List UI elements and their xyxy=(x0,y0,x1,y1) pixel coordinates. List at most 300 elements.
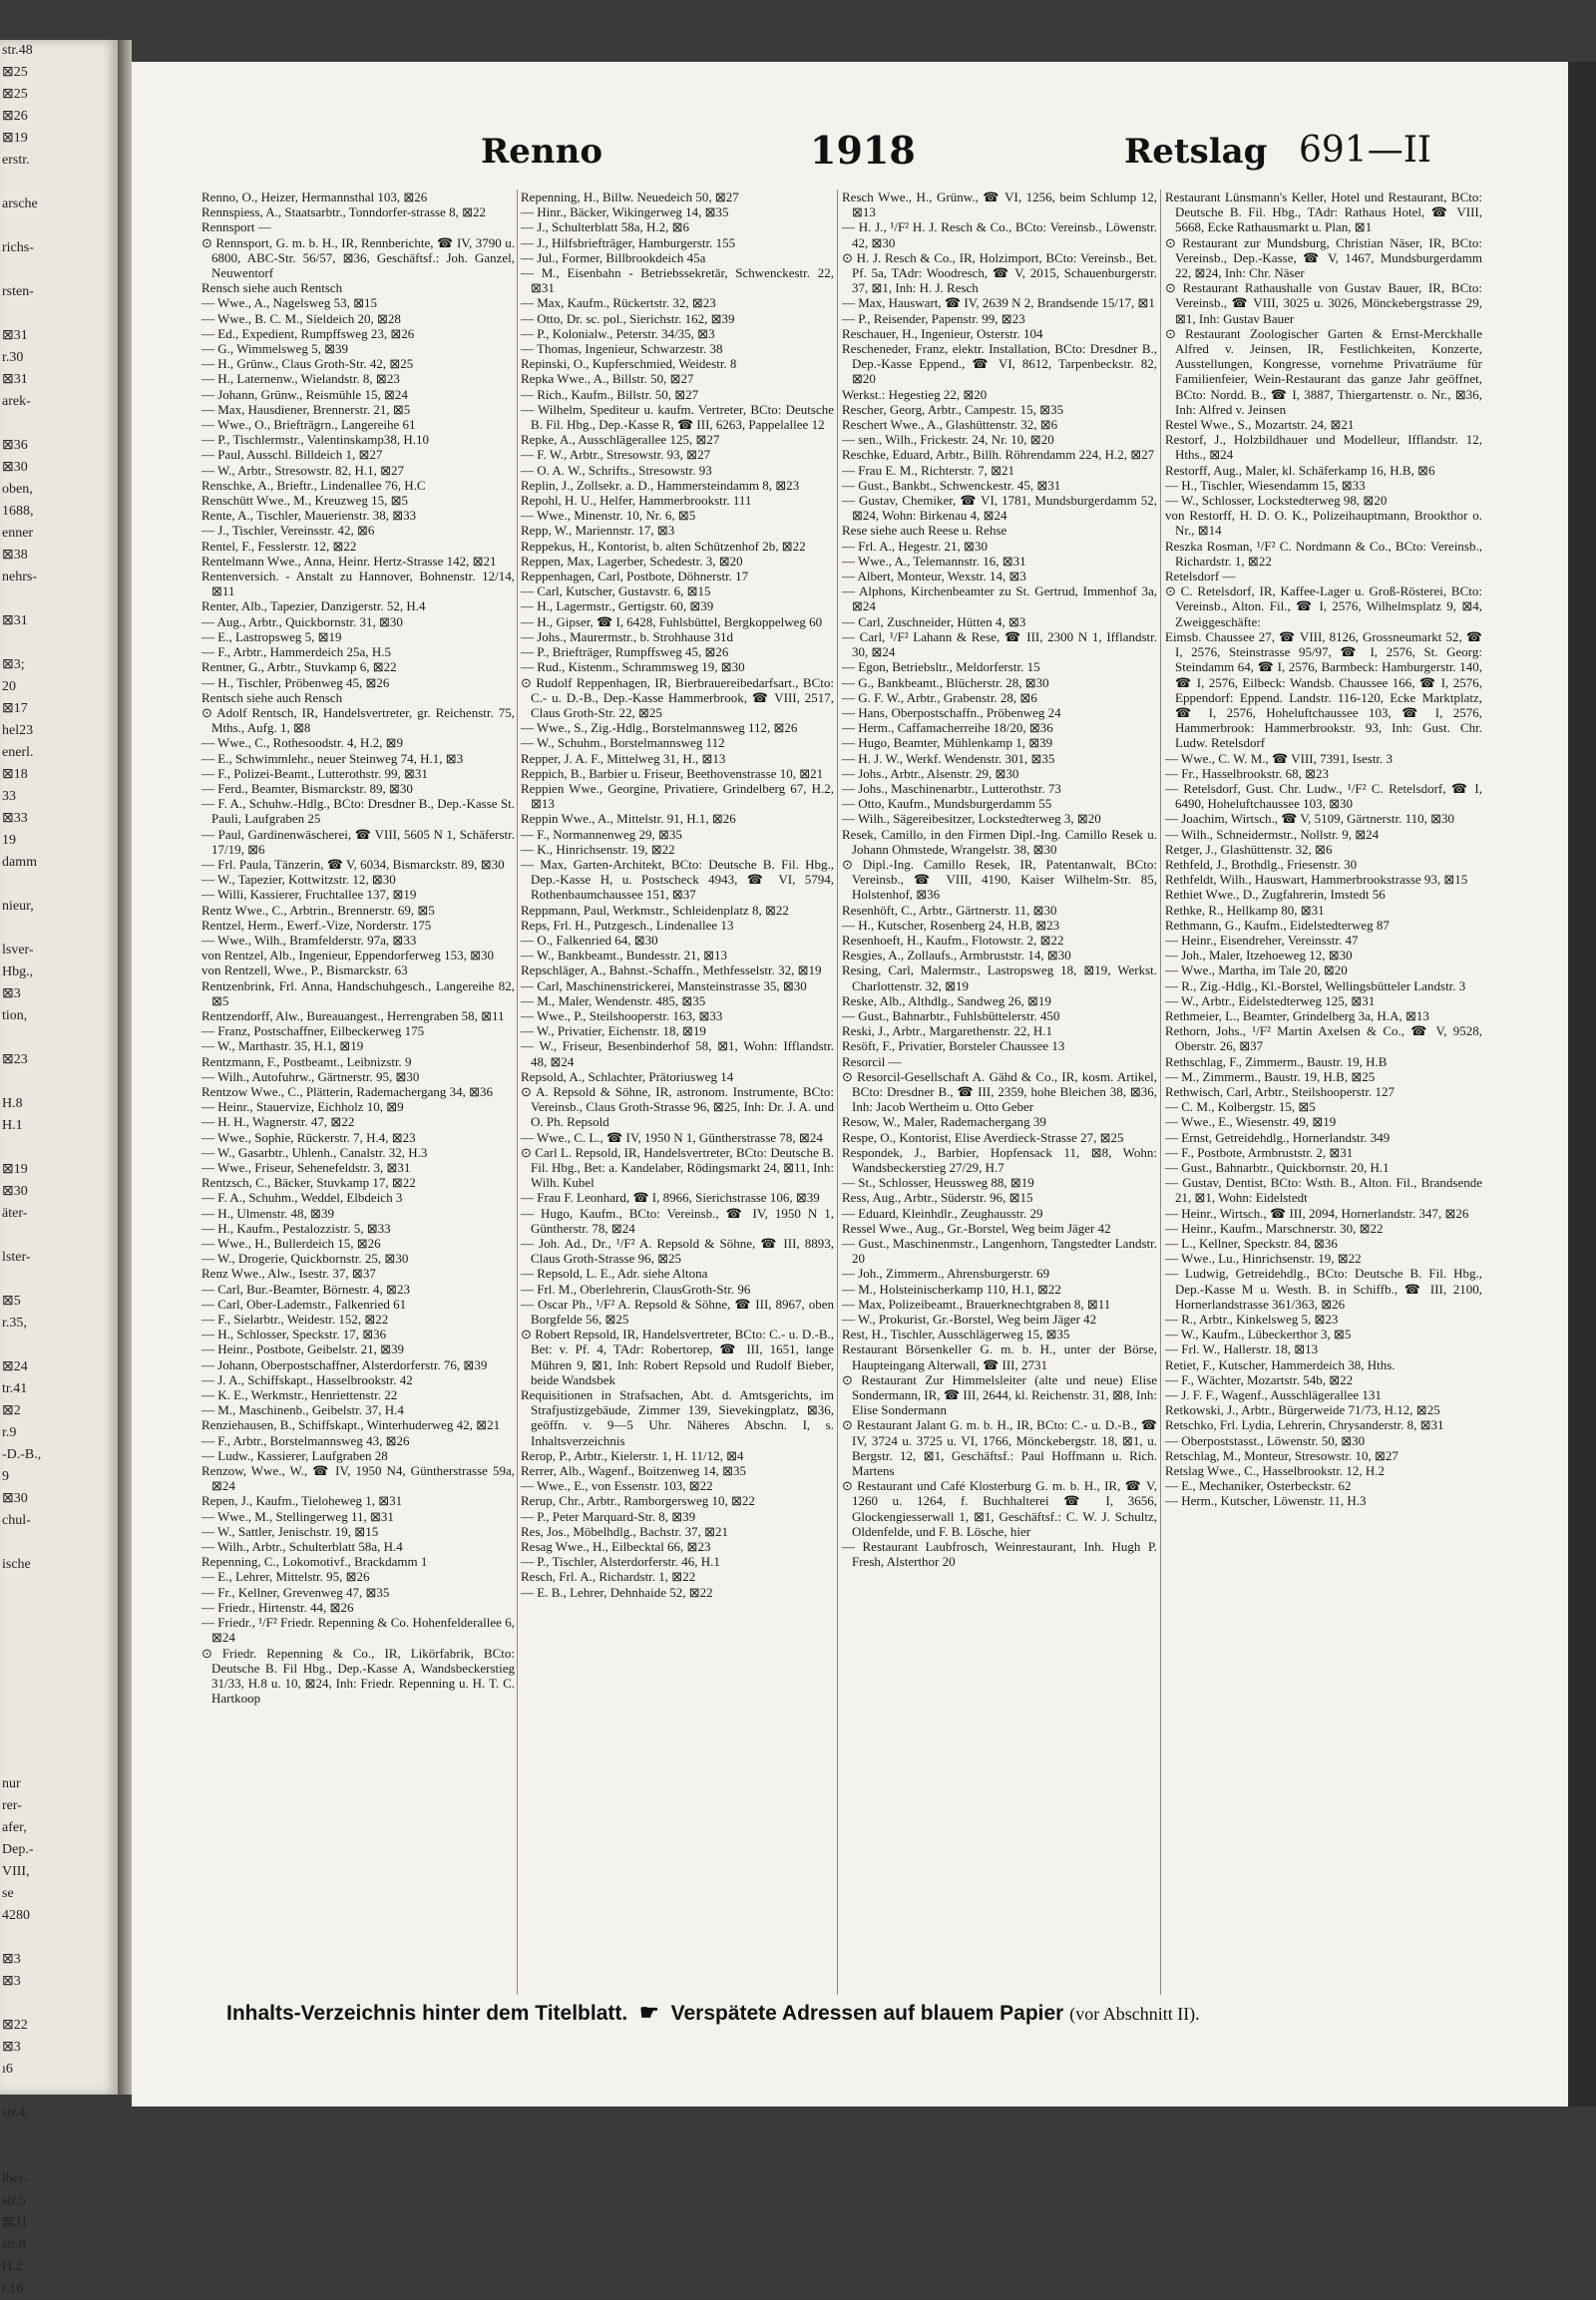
prev-page-fragment: VIII, xyxy=(2,1864,30,1879)
directory-entry: Rethmann, G., Kaufm., Eidelstedterweg 87 xyxy=(1165,917,1390,933)
directory-entry: Retschlag, M., Monteur, Stresowstr. 10, ⊠27 xyxy=(1165,1447,1398,1463)
prev-page-fragment xyxy=(0,1225,118,1247)
directory-entry: — Friedr., Hirtenstr. 44, ⊠26 xyxy=(201,1599,354,1615)
directory-entry: — F., Polizei-Beamt., Lutterothstr. 99, ⊠31 xyxy=(201,765,428,781)
directory-entry: — M., Zimmerm., Baustr. 19, H.B, ⊠25 xyxy=(1165,1068,1376,1084)
directory-entry: Rentsch siehe auch Rensch xyxy=(201,689,343,705)
prev-page-fragment: ⊠26 xyxy=(2,109,28,124)
directory-entry: — L., Kellner, Speckstr. 84, ⊠36 xyxy=(1165,1236,1338,1252)
prev-page-fragment: ⊠30 xyxy=(2,460,28,475)
directory-entry: Rentzsch, C., Bäcker, Stuvkamp 17, ⊠22 xyxy=(201,1175,416,1191)
directory-entry: Restorf, J., Holzbildhauer und Modelleur, Ifflandstr. 12, Hths., ⊠24 xyxy=(1165,432,1482,463)
directory-entry: — Aug., Arbtr., Quickbornstr. 31, ⊠30 xyxy=(201,613,403,629)
directory-entry: Repp, W., Mariennstr. 17, ⊠3 xyxy=(521,523,675,539)
directory-entry: — E., Lastropsweg 5, ⊠19 xyxy=(201,628,342,644)
prev-page-fragment xyxy=(0,1927,118,1949)
directory-entry: — Wwe., S., Zig.-Hdlg., Borstelmannsweg 112, ⊠26 xyxy=(521,720,798,736)
directory-entry: — Frau F. Leonhard, ☎ I, 8966, Sierichstrasse 106, ⊠39 xyxy=(521,1190,820,1206)
directory-entry: — H., Gipser, ☎ I, 6428, Fuhlsbüttel, Bergkoppelweg 60 xyxy=(521,613,823,629)
directory-entry: — Ernst, Getreidehdlg., Hornerlandstr. 349 xyxy=(1165,1129,1391,1145)
prev-page-fragment: H.1 xyxy=(2,1118,23,1133)
directory-entry: Resorcil — xyxy=(842,1053,902,1069)
prev-page-fragment: äter- xyxy=(2,1206,28,1221)
prev-page-fragment: 9 xyxy=(2,1469,9,1484)
directory-entry: Rentel, F., Fesslerstr. 12, ⊠22 xyxy=(201,538,357,554)
directory-entry: — Gust., Bahnarbtr., Fuhlsbüttelerstr. 450 xyxy=(842,1007,1060,1023)
book-gutter xyxy=(118,40,132,2095)
directory-entry: Respondek, J., Barbier, Hopfensack 11, ⊠8, Wohn: Wandsbeckerstieg 27/29, H.7 xyxy=(842,1144,1157,1175)
directory-entry: Reschke, Eduard, Arbtr., Billh. Röhrendamm 224, H.2, ⊠27 xyxy=(842,447,1155,463)
directory-entry: — H., Tischler, Wiesendamm 15, ⊠33 xyxy=(1165,477,1366,493)
prev-page-fragment: Hbg., xyxy=(2,964,34,979)
directory-entry: ⊙ C. Retelsdorf, IR, Kaffee-Lager u. Groß-Rösterei, BCto: Vereinsb., Alton. Fil., ☎ I, 2576, Wilhelmsplatz 9, ⊠4, Zweiggeschäfte: xyxy=(1165,583,1482,629)
column-rule xyxy=(517,190,518,1995)
prev-page-fragment xyxy=(0,1269,118,1291)
directory-entry: — H. J. W., Werkf. Wendenstr. 301, ⊠35 xyxy=(842,750,1055,766)
prev-page-fragment: nehrs- xyxy=(2,570,37,584)
prev-page-fragment xyxy=(0,1598,118,1620)
directory-entry: Rensch siehe auch Rentsch xyxy=(201,280,343,296)
column-rule xyxy=(1160,190,1161,1995)
directory-entry: — Wwe., Sophie, Rückerstr. 7, H.4, ⊠23 xyxy=(201,1129,416,1145)
directory-entry: — Gust., Maschinenmstr., Langenhorn, Tangstedter Landstr. 20 xyxy=(842,1236,1157,1267)
prev-page-fragment: arsche xyxy=(2,196,38,211)
directory-entry: — H., Ulmenstr. 48, ⊠39 xyxy=(201,1205,334,1221)
directory-entry: von Rentzell, Wwe., P., Bismarckstr. 63 xyxy=(201,962,408,978)
directory-entry: — Willi, Kassierer, Fruchtallee 137, ⊠19 xyxy=(201,887,417,903)
directory-entry: Rentelmann Wwe., Anna, Heinr. Hertz-Strasse 142, ⊠21 xyxy=(201,553,497,569)
directory-entry: Repinski, O., Kupferschmied, Weidestr. 8 xyxy=(521,356,737,372)
directory-entry: — G. F. W., Arbtr., Grabenstr. 28, ⊠6 xyxy=(842,689,1037,705)
directory-entry: — Fr., Kellner, Grevenweg 47, ⊠35 xyxy=(201,1584,390,1600)
directory-entry: ⊙ Rennsport, G. m. b. H., IR, Rennberichte, ☎ IV, 3790 u. 6800, ABC-Str. 56/57, ⊠36, Geschäftsf.: Joh. Ganzel, Neuwentorf xyxy=(201,234,515,281)
directory-entry: — Restaurant Laubfrosch, Weinrestaurant, Inh. Hugh P. Fresh, Alsterthor 20 xyxy=(842,1539,1157,1570)
directory-entry: — Friedr., ¹/F² Friedr. Repenning & Co. Hohenfelderallee 6, ⊠24 xyxy=(201,1615,515,1646)
directory-entry: Resenhöft, C., Arbtr., Gärtnerstr. 11, ⊠30 xyxy=(842,902,1057,918)
directory-entry: Resag Wwe., H., Eilbecktal 66, ⊠23 xyxy=(521,1539,711,1555)
directory-entry: Restel Wwe., S., Mozartstr. 24, ⊠21 xyxy=(1165,417,1355,433)
prev-page-fragment: str.4, xyxy=(2,2106,30,2120)
directory-entry: — Johann, Grünw., Reismühle 15, ⊠24 xyxy=(201,386,408,402)
directory-entry: Res, Jos., Möbelhdlg., Bachstr. 37, ⊠21 xyxy=(521,1523,729,1539)
prev-page-fragment: ⊠3 xyxy=(2,986,21,1001)
directory-entry: — Ludwig, Getreidehdlg., BCto: Deutsche B. Fil. Hbg., Dep.-Kasse M u. Westh. B. in Schiffb., ☎ III, 2100, Hornerlandstrasse 361/363, ⊠26 xyxy=(1165,1266,1482,1312)
footer-section-note: (vor Abschnitt II). xyxy=(1069,2004,1200,2024)
directory-entry: — J., Hilfsbriefträger, Hamburgerstr. 155 xyxy=(521,234,736,250)
prev-page-fragment: ⊠3; xyxy=(2,657,25,672)
directory-entry: Rest, H., Tischler, Ausschlägerweg 15, ⊠35 xyxy=(842,1327,1070,1342)
directory-entry: — W., Schuhm., Borstelmannsweg 112 xyxy=(521,735,725,751)
prev-page-fragment: -D.-B., xyxy=(2,1447,42,1462)
directory-entry: — Wilhelm, Spediteur u. kaufm. Vertreter, BCto: Deutsche B. Fil. Hbg., Dep.-Kasse R, ☎ III, 6263, Pappelallee 12 xyxy=(521,401,834,433)
directory-entry: Rentz Wwe., C., Arbtrin., Brennerstr. 69, ⊠5 xyxy=(201,902,435,918)
directory-entry: — R., Zig.-Hdlg., Kl.-Borstel, Wellingsbütteler Landstr. 3 xyxy=(1165,977,1466,993)
directory-entry: Resöft, F., Privatier, Borsteler Chaussee 13 xyxy=(842,1038,1065,1054)
directory-entry: — E., Schwimmlehr., neuer Steinweg 74, H.1, ⊠3 xyxy=(201,750,464,766)
header-year: 1918 xyxy=(810,128,916,173)
directory-entry: — F. A., Schuhm., Weddel, Elbdeich 3 xyxy=(201,1190,403,1206)
directory-entry: ⊙ Restaurant Zoologischer Garten & Ernst-Merckhalle Alfred v. Jeinsen, IR, Festlichkeiten, Konzerte, Ausstellungen, Kongresse, vornehme Privaträume für Familienfeier, Wein-Restaurant das ganze Jahr geöffnet, BCto: Nordd. B., ☎ I, 3887, Thiergartenstr. o. Nr., ⊠36, Inh: Alfred v. Jeinsen xyxy=(1165,325,1482,417)
directory-entry: — M., Eisenbahn - Betriebssekretär, Schwenckestr. 22, ⊠31 xyxy=(521,265,834,296)
directory-entry: — P., Peter Marquard-Str. 8, ⊠39 xyxy=(521,1508,696,1524)
directory-entry: — J., Schulterblatt 58a, H.2, ⊠6 xyxy=(521,219,690,235)
column-rule xyxy=(837,190,838,1995)
directory-entry: Repohl, H. U., Helfer, Hammerbrookstr. 111 xyxy=(521,493,752,509)
page-edge-shadow xyxy=(1568,62,1596,2107)
directory-entry: — Wwe., O., Briefträgrn., Langereihe 61 xyxy=(201,417,416,433)
directory-entry: — Carl, Maschinenstrickerei, Mansteinstrasse 35, ⊠30 xyxy=(521,977,807,993)
directory-entry: Retger, J., Glashüttenstr. 32, ⊠6 xyxy=(1165,841,1333,857)
directory-entry: von Restorff, H. D. O. K., Polizeihauptmann, Brookthor o. Nr., ⊠14 xyxy=(1165,508,1482,539)
directory-entry: Rethorn, Johs., ¹/F² Martin Axelsen & Co., ☎ V, 9528, Oberstr. 26, ⊠37 xyxy=(1165,1023,1482,1054)
directory-entry: Rentzenbrink, Frl. Anna, Handschuhgesch., Langereihe 82, ⊠5 xyxy=(201,977,515,1008)
directory-entry: — W., Kaufm., Lübeckerthor 3, ⊠5 xyxy=(1165,1327,1352,1342)
directory-entry: Respe, O., Kontorist, Elise Averdieck-Strasse 27, ⊠25 xyxy=(842,1129,1124,1145)
prev-page-fragment: r.30 xyxy=(2,350,24,365)
directory-entry: Repschläger, A., Bahnst.-Schaffn., Methfesselstr. 32, ⊠19 xyxy=(521,962,822,978)
directory-entry: Restaurant Lünsmann's Keller, Hotel und Restaurant, BCto: Deutsche B. Fil. Hbg., TAdr: Rathaus Hotel, ☎ VIII, 5668, Ecke Rathausmarkt u. Plan, ⊠1 xyxy=(1165,190,1482,235)
directory-entry: ⊙ Restaurant Rathaushalle von Gustav Bauer, IR, BCto: Vereinsb., ☎ VIII, 3025 u. 3026, Mönckebergstrasse 29, ⊠1, Inh: Gustav Bauer xyxy=(1165,280,1482,326)
directory-entry: — Otto, Kaufm., Mundsburgerdamm 55 xyxy=(842,796,1052,812)
prev-page-fragment: 19 xyxy=(2,833,16,848)
directory-entry: — Wwe., P., Steilshooperstr. 163, ⊠33 xyxy=(521,1007,723,1023)
prev-page-fragment xyxy=(0,1027,118,1049)
directory-entry: Reschauer, H., Ingenieur, Osterstr. 104 xyxy=(842,325,1043,341)
directory-entry: — Franz, Postschaffner, Eilbeckerweg 175 xyxy=(201,1023,425,1039)
directory-entry: — Frl. W., Hallerstr. 18, ⊠13 xyxy=(1165,1342,1319,1357)
directory-entry: Reschert Wwe., A., Glashüttenstr. 32, ⊠6 xyxy=(842,417,1058,433)
prev-page-fragment: ⊠3 xyxy=(2,1974,21,1989)
directory-entry: — Egon, Betriebsltr., Meldorferstr. 15 xyxy=(842,659,1040,675)
directory-entry: — Oberpoststasst., Löwenstr. 50, ⊠30 xyxy=(1165,1432,1366,1448)
directory-entry: — Hans, Oberpostschaffn., Pröbenweg 24 xyxy=(842,704,1061,720)
directory-entry: — Thomas, Ingenieur, Schwarzestr. 38 xyxy=(521,341,723,357)
directory-entry: — Frau E. M., Richterstr. 7, ⊠21 xyxy=(842,462,1015,478)
directory-entry: — H., Schlosser, Speckstr. 17, ⊠36 xyxy=(201,1327,387,1342)
directory-entry: Repka Wwe., A., Billstr. 50, ⊠27 xyxy=(521,371,694,387)
prev-page-fragment: ⊠24 xyxy=(2,1359,28,1374)
prev-page-fragment xyxy=(0,2146,118,2168)
directory-entry: — J. F. F., Wagenf., Ausschlägerallee 131 xyxy=(1165,1387,1382,1403)
prev-page-fragment: str.48 xyxy=(2,43,33,58)
directory-entry: Rentzendorff, Alw., Bureauangest., Herrengraben 58, ⊠11 xyxy=(201,1007,505,1023)
directory-entry: — W., Arbtr., Eidelstedterweg 125, ⊠31 xyxy=(1165,992,1376,1008)
directory-entry: — Heinr., Stauervize, Eichholz 10, ⊠9 xyxy=(201,1099,404,1115)
prev-page-fragment: 1688, xyxy=(2,504,34,519)
directory-entry: ⊙ Rudolf Reppenhagen, IR, Bierbrauereibedarfsart., BCto: C.- u. D.-B., Dep.-Kasse Hammerbrook, ☎ VIII, 2517, Claus Groth-Str. 22, ⊠25 xyxy=(521,674,834,720)
directory-entry: Rentner, G., Arbtr., Stuvkamp 6, ⊠22 xyxy=(201,659,397,675)
column-1 xyxy=(201,190,515,1995)
directory-entry: — Johs., Maurermstr., b. Strohhause 31d xyxy=(521,628,734,644)
directory-entry: ⊙ Friedr. Repenning & Co., IR, Likörfabrik, BCto: Deutsche B. Fil Hbg., Dep.-Kasse A, Wandsbeckerstieg 31/33, H.8 u. 10, ⊠24, Inh: Friedr. Repenning u. H. T. C. Hartkoop xyxy=(201,1645,515,1707)
directory-entry: Rennspiess, A., Staatsarbtr., Tonndorfer-strasse 8, ⊠22 xyxy=(201,204,486,220)
directory-entry: Rentzow Wwe., C., Plätterin, Rademachergang 34, ⊠36 xyxy=(201,1083,494,1099)
prev-page-fragment xyxy=(0,303,118,325)
directory-entry: — Wwe., Minenstr. 10, Nr. 6, ⊠5 xyxy=(521,508,696,524)
directory-entry: — J. A., Schiffskapt., Hasselbrookstr. 42 xyxy=(201,1371,413,1387)
directory-entry: — Gustav, Dentist, BCto: Wsth. B., Alton. Fil., Brandsende 21, ⊠1, Wohn: Eidelstedt xyxy=(1165,1175,1482,1206)
prev-page-fragment: ⊠5 xyxy=(2,1294,21,1309)
prev-page-fragment xyxy=(0,172,118,193)
directory-entry: — Herm., Caffamacherreihe 18/20, ⊠36 xyxy=(842,720,1053,736)
prev-page-fragment: ⊠18 xyxy=(2,767,28,782)
directory-entry: Rescheneder, Franz, elektr. Installation, BCto: Dresdner B., Dep.-Kasse Eppend., ☎ VI, 8612, Tarpenbeckstr. 82, ⊠20 xyxy=(842,341,1157,387)
directory-entry: — Albert, Monteur, Wexstr. 14, ⊠3 xyxy=(842,569,1026,584)
prev-page-fragment: lber- xyxy=(2,2171,29,2186)
directory-entry: — W., Sattler, Jenischstr. 19, ⊠15 xyxy=(201,1523,379,1539)
directory-entry: — Joh., Maler, Itzehoeweg 12, ⊠30 xyxy=(1165,948,1353,963)
directory-entry: ⊙ A. Repsold & Söhne, IR, astronom. Instrumente, BCto: Vereinsb., Claus Groth-Strasse 96, ⊠25, Inh: Dr. J. A. und O. Ph. Repsold xyxy=(521,1083,834,1130)
directory-entry: Repen, J., Kaufm., Tieloheweg 1, ⊠31 xyxy=(201,1493,403,1509)
prev-page-fragment: ı6 xyxy=(2,2062,13,2077)
directory-entry: — F., Wächter, Mozartstr. 54b, ⊠22 xyxy=(1165,1371,1354,1387)
prev-page-fragment xyxy=(0,1729,118,1751)
prev-page-fragment: chul- xyxy=(2,1513,31,1528)
directory-entry: Rentzmann, F., Postbeamt., Leibnizstr. 9 xyxy=(201,1053,412,1069)
prev-page-fragment: ⊠23 xyxy=(2,1052,28,1067)
directory-entry: Restaurant Börsenkeller G. m. b. H., unter der Börse, Haupteingang Alterwall, ☎ III, 2731 xyxy=(842,1342,1157,1372)
directory-entry: — Eduard, Kleinhdlr., Zeughausstr. 29 xyxy=(842,1205,1043,1221)
prev-page-fragment xyxy=(0,1708,118,1729)
directory-entry: Resek, Camillo, in den Firmen Dipl.-Ing. Camillo Resek u. Johann Ohmstede, Wrangelstr. 38, ⊠30 xyxy=(842,826,1157,857)
directory-entry: Rethiet Wwe., D., Zugfahrerin, Imstedt 56 xyxy=(1165,887,1386,903)
prev-page-fragment: ⊠25 xyxy=(2,65,28,80)
directory-entry: ⊙ Restaurant zur Mundsburg, Christian Näser, IR, BCto: Vereinsb., Dep.-Kasse, ☎ V, 1467, Mundsburgerdamm 22, ⊠24, Inh: Chr. Näser xyxy=(1165,234,1482,281)
prev-page-fragment: se xyxy=(2,1886,14,1901)
directory-entry: — Herm., Kutscher, Löwenstr. 11, H.3 xyxy=(1165,1493,1367,1509)
directory-entry: Rethmeier, L., Beamter, Grindelberg 3a, H.A, ⊠13 xyxy=(1165,1007,1429,1023)
directory-entry: Resow, W., Maler, Rademachergang 39 xyxy=(842,1114,1046,1130)
directory-entry: — F. A., Schuhw.-Hdlg., BCto: Dresdner B., Dep.-Kasse St. Pauli, Laufgraben 25 xyxy=(201,796,515,827)
directory-entry: — Carl, Ober-Lademstr., Falkenried 61 xyxy=(201,1296,407,1312)
directory-entry: Ress, Aug., Arbtr., Süderstr. 96, ⊠15 xyxy=(842,1190,1033,1206)
directory-entry: von Rentzel, Alb., Ingenieur, Eppendorferweg 153, ⊠30 xyxy=(201,948,495,963)
directory-entry: — Wwe., Lu., Hinrichsenstr. 19, ⊠22 xyxy=(1165,1251,1362,1267)
directory-entry: — F., Arbtr., Borstelmannsweg 43, ⊠26 xyxy=(201,1432,410,1448)
prev-page-fragment: ⊠31 xyxy=(2,372,28,387)
directory-entry: Eimsb. Chaussee 27, ☎ VIII, 8126, Grossneumarkt 52, ☎ I, 2576, Steinstrasse 95/97, ☎ I, 2576, St. Georg: Steindamm 64, ☎ I, 2576, Barmbeck: Hamburgerstr. 140, ☎ I, 2576, Eilbeck: Wandsb. Chaussee 166, ☎ I, 2576, Eppendorf: Eppend. Landstr. 116-120, Ecke Marktplatz, ☎ I, 2576, Hoheluftchaussee 103, ☎ I, 2576, Hammerbrook: Hammerbrookstr. 93, Inh: Gust. Chr. Ludw. Retelsdorf xyxy=(1165,628,1482,751)
directory-entry: Renz Wwe., Alw., Isestr. 37, ⊠37 xyxy=(201,1266,376,1282)
prev-page-fragment: ⊠36 xyxy=(2,438,28,453)
prev-page-fragment: ⊠17 xyxy=(2,701,28,716)
prev-page-fragment: r.9 xyxy=(2,1425,17,1440)
directory-entry: Reppenhagen, Carl, Postbote, Döhnerstr. 17 xyxy=(521,569,749,584)
directory-entry: — C. M., Kolbergstr. 15, ⊠5 xyxy=(1165,1099,1316,1115)
directory-entry: Rerrer, Alb., Wagenf., Boitzenweg 14, ⊠35 xyxy=(521,1463,747,1479)
directory-entry: — Max, Hausdiener, Brennerstr. 21, ⊠5 xyxy=(201,401,411,417)
directory-entry: Resing, Carl, Malermstr., Lastropsweg 18, ⊠19, Werkst. Charlottenstr. 32, ⊠19 xyxy=(842,962,1157,993)
directory-entry: — M., Maschinenb., Geibelstr. 37, H.4 xyxy=(201,1402,404,1418)
directory-entry: Resch Wwe., H., Grünw., ☎ VI, 1256, beim Schlump 12, ⊠13 xyxy=(842,190,1157,220)
directory-entry: — Carl, ¹/F² Lahann & Rese, ☎ III, 2300 N 1, Ifflandstr. 30, ⊠24 xyxy=(842,628,1157,660)
directory-entry: — Wwe., C. L., ☎ IV, 1950 N 1, Güntherstrasse 78, ⊠24 xyxy=(521,1129,823,1145)
directory-entry: ⊙ Adolf Rentsch, IR, Handelsvertreter, gr. Reichenstr. 75, Mths., Aufg. 1, ⊠8 xyxy=(201,704,515,736)
prev-page-fragment xyxy=(0,1137,118,1159)
prev-page-fragment: damm xyxy=(2,855,37,870)
directory-entry: — H., Kutscher, Rosenberg 24, H.B, ⊠23 xyxy=(842,917,1060,933)
directory-entry: Reppich, B., Barbier u. Friseur, Beethovenstrasse 10, ⊠21 xyxy=(521,765,824,781)
prev-page-fragment xyxy=(0,1686,118,1708)
prev-page-fragment: arek- xyxy=(2,394,31,409)
prev-page-fragment xyxy=(0,874,118,896)
directory-entry: — Johs., Arbtr., Alsenstr. 29, ⊠30 xyxy=(842,765,1019,781)
directory-entry: Retelsdorf — xyxy=(1165,569,1236,584)
directory-entry: — Wwe., Wilh., Bramfelderstr. 97a, ⊠33 xyxy=(201,932,417,948)
directory-entry: Rethke, R., Hellkamp 80, ⊠31 xyxy=(1165,902,1325,918)
directory-entry: — Max, Hauswart, ☎ IV, 2639 N 2, Brandsende 15/17, ⊠1 xyxy=(842,295,1155,311)
prev-page-fragment: hel23 xyxy=(2,723,34,738)
directory-entry: — Wwe., C., Rothesoodstr. 4, H.2, ⊠9 xyxy=(201,735,404,751)
prev-page-fragment xyxy=(0,1993,118,2015)
directory-entry: — St., Schlosser, Heussweg 88, ⊠19 xyxy=(842,1175,1034,1191)
prev-page-fragment: ⊠3 xyxy=(2,1952,21,1967)
directory-entry: ⊙ H. J. Resch & Co., IR, Holzimport, BCto: Vereinsb., Bet. Pf. 5a, TAdr: Woodresch, ☎ V, 2015, Schauenburgerstr. 37, ⊠1, Inh: H. J. Resch xyxy=(842,249,1157,296)
prev-page-fragment xyxy=(0,1751,118,1773)
prev-page-fragment: 33 xyxy=(2,789,16,804)
directory-entry: — E., Lehrer, Mittelstr. 95, ⊠26 xyxy=(201,1569,370,1585)
prev-page-fragment: rsten- xyxy=(2,284,34,299)
footer-late-addresses: Verspätete Adressen auf blauem Papier xyxy=(670,2002,1064,2025)
directory-entry: — Gust., Bankbt., Schwenckestr. 45, ⊠31 xyxy=(842,477,1061,493)
directory-entry: Renter, Alb., Tapezier, Danzigerstr. 52, H.4 xyxy=(201,598,426,614)
prev-page-fragment: ⊠19 xyxy=(2,131,28,146)
directory-entry: — Repsold, L. E., Adr. siehe Altona xyxy=(521,1266,708,1282)
directory-entry: ⊙ Dipl.-Ing. Camillo Resek, IR, Patentanwalt, BCto: Vereinsb., ☎ VIII, 4190, Kaiser Wilhelm-Str. 85, Holstenhof, ⊠36 xyxy=(842,856,1157,903)
directory-entry: Renschke, A., Brieftr., Lindenallee 76, H.C xyxy=(201,477,426,493)
prev-page-fragment: ⊠38 xyxy=(2,548,28,563)
directory-entry: — G., Wimmelsweg 5, ⊠39 xyxy=(201,341,348,357)
directory-entry: — Max, Polizeibeamt., Brauerknechtgraben 8, ⊠11 xyxy=(842,1296,1111,1312)
prev-page-fragment xyxy=(0,215,118,237)
prev-page-fragment: rer- xyxy=(2,1798,22,1813)
directory-entry: — Joh. Ad., Dr., ¹/F² A. Repsold & Söhne, ☎ III, 8893, Claus Groth-Strasse 96, ⊠25 xyxy=(521,1236,834,1267)
directory-entry: — Wwe., M., Stellingerweg 11, ⊠31 xyxy=(201,1508,394,1524)
directory-entry: — Max, Kaufm., Rückertstr. 32, ⊠23 xyxy=(521,295,716,311)
prev-page-fragment: nieur, xyxy=(2,899,34,914)
directory-entry: — Ed., Expedient, Rumpffsweg 23, ⊠26 xyxy=(201,325,415,341)
directory-entry: ⊙ Resorcil-Gesellschaft A. Gähd & Co., IR, kosm. Artikel, BCto: Dresdner B., ☎ III, 2359, hohe Bleichen 38, ⊠36, Inh: Jacob Wertheim u. Otto Geber xyxy=(842,1068,1157,1115)
directory-entry: Reppin Wwe., A., Mittelstr. 91, H.1, ⊠26 xyxy=(521,811,736,827)
directory-entry: Reske, Alb., Althdlg., Sandweg 26, ⊠19 xyxy=(842,992,1051,1008)
prev-page-fragment: Dep.- xyxy=(2,1842,34,1857)
directory-entry: — J., Tischler, Vereinsstr. 42, ⊠6 xyxy=(201,523,375,539)
prev-page-fragment: afer, xyxy=(2,1820,27,1835)
prev-page-fragment xyxy=(0,1071,118,1093)
prev-page-fragment: ⊠31 xyxy=(2,613,28,628)
directory-entry: — Ferd., Beamter, Bismarckstr. 89, ⊠30 xyxy=(201,780,413,796)
directory-entry: — Johs., Maschinenarbtr., Lutterothstr. 73 xyxy=(842,780,1061,796)
directory-entry: — Hinr., Bäcker, Wikingerweg 14, ⊠35 xyxy=(521,204,729,220)
directory-entry: Rerup, Chr., Arbtr., Ramborgersweg 10, ⊠22 xyxy=(521,1493,755,1509)
directory-entry: — Carl, Bur.-Beamter, Börnestr. 4, ⊠23 xyxy=(201,1281,410,1297)
directory-entry: Reppekus, H., Kontorist, b. alten Schützenhof 2b, ⊠22 xyxy=(521,538,806,554)
directory-entry: — Rud., Kistenm., Schrammsweg 19, ⊠30 xyxy=(521,659,745,675)
header-first-entry: Renno xyxy=(481,132,603,172)
prev-page-fragment xyxy=(0,1642,118,1664)
prev-page-fragment: H.8 xyxy=(2,1096,23,1111)
directory-entry: — Wilh., Schneidermstr., Nollstr. 9, ⊠24 xyxy=(1165,826,1380,842)
directory-entry: — Gustav, Chemiker, ☎ VI, 1781, Mundsburgerdamm 52, ⊠24, Wohn: Birkenau 4, ⊠24 xyxy=(842,493,1157,524)
directory-entry: — Heinr., Wirtsch., ☎ III, 2094, Hornerlandstr. 347, ⊠26 xyxy=(1165,1205,1469,1221)
prev-page-fragment xyxy=(0,1576,118,1598)
directory-entry: — P., Reisender, Papenstr. 99, ⊠23 xyxy=(842,310,1025,326)
directory-entry: — W., Bankbeamt., Bundesstr. 21, ⊠13 xyxy=(521,948,727,963)
directory-entry: — H. H., Wagnerstr. 47, ⊠22 xyxy=(201,1114,355,1130)
directory-entry: Reszka Rosman, ¹/F² C. Nordmann & Co., BCto: Vereinsb., Richardstr. 1, ⊠22 xyxy=(1165,538,1482,569)
directory-entry: Renzow, Wwe., W., ☎ IV, 1950 N4, Güntherstrasse 59a, ⊠24 xyxy=(201,1463,515,1494)
directory-entry: Resenhoeft, H., Kaufm., Flotowstr. 2, ⊠22 xyxy=(842,932,1064,948)
directory-entry: — H., Grünw., Claus Groth-Str. 42, ⊠25 xyxy=(201,356,414,372)
prev-page-fragment: nur xyxy=(2,1776,21,1791)
directory-entry: — Gust., Bahnarbtr., Quickbornstr. 20, H.1 xyxy=(1165,1160,1390,1175)
directory-entry: Reppien Wwe., Georgine, Privatiere, Grindelberg 67, H.2, ⊠13 xyxy=(521,780,834,812)
directory-entry: — H., Tischler, Pröbenweg 45, ⊠26 xyxy=(201,674,390,690)
directory-entry: — Carl, Zuschneider, Hütten 4, ⊠3 xyxy=(842,613,1026,629)
prev-page-fragment: ⊠22 xyxy=(2,2018,28,2033)
directory-entry: — R., Arbtr., Kinkelsweg 5, ⊠23 xyxy=(1165,1312,1339,1328)
directory-entry: — Ludw., Kassierer, Laufgraben 28 xyxy=(201,1447,388,1463)
directory-entry: Replin, J., Zollsekr. a. D., Hammersteindamm 8, ⊠23 xyxy=(521,477,800,493)
prev-page-fragment: ⊠31 xyxy=(2,2215,28,2230)
prev-page-fragment: 4280 xyxy=(2,1908,30,1923)
directory-entry: Resch, Frl. A., Richardstr. 1, ⊠22 xyxy=(521,1569,696,1585)
directory-entry: — Wwe., E., von Essenstr. 103, ⊠22 xyxy=(521,1478,713,1494)
prev-page-fragment: r.16 xyxy=(2,2281,24,2296)
directory-entry: — Carl, Kutscher, Gustavstr. 6, ⊠15 xyxy=(521,583,711,599)
directory-entry: — Johann, Oberpostschaffner, Alsterdorferstr. 76, ⊠39 xyxy=(201,1356,488,1372)
directory-entry: — W., Friseur, Besenbinderhof 58, ⊠1, Wohn: Ifflandstr. 48, ⊠24 xyxy=(521,1038,834,1069)
directory-entry: — K., Hinrichsenstr. 19, ⊠22 xyxy=(521,841,675,857)
directory-entry: Renziehausen, B., Schiffskapt., Winterhuderweg 42, ⊠21 xyxy=(201,1417,501,1433)
directory-entry: — Wilh., Sägereibesitzer, Lockstedterweg 3, ⊠20 xyxy=(842,811,1101,827)
directory-entry: Repenning, H., Billw. Neuedeich 50, ⊠27 xyxy=(521,190,739,204)
directory-entry: Rethschlag, F., Zimmerm., Baustr. 19, H.B xyxy=(1165,1053,1388,1069)
prev-page-fragment: lsver- xyxy=(2,943,34,958)
directory-entry: — Frl. M., Oberlehrerin, ClausGroth-Str. 96 xyxy=(521,1281,751,1297)
directory-entry: — F., Sielarbtr., Weidestr. 152, ⊠22 xyxy=(201,1312,389,1328)
prev-page-fragment: richs- xyxy=(2,240,34,255)
directory-entry: Repenning, C., Lokomotivf., Brackdamm 1 xyxy=(201,1554,428,1570)
directory-entry: — Wwe., H., Bullerdeich 15, ⊠26 xyxy=(201,1236,381,1252)
directory-entry: Rethfeldt, Wilh., Hauswart, Hammerbrookstrasse 93, ⊠15 xyxy=(1165,872,1468,888)
prev-page-fragment xyxy=(0,1532,118,1554)
prev-page-fragment: ⊠19 xyxy=(2,1162,28,1177)
prev-page-fragment xyxy=(0,632,118,654)
prev-page-fragment: ⊠2 xyxy=(2,1403,21,1418)
prev-page-fragment: ⊠31 xyxy=(2,328,28,343)
prev-page-fragment: enerl. xyxy=(2,745,34,760)
prev-page-fragment: ⊠30 xyxy=(2,1491,28,1506)
header-last-entry: Retslag xyxy=(1124,132,1268,172)
prev-page-fragment: tion, xyxy=(2,1008,28,1023)
directory-entry: — Hugo, Beamter, Mühlenkamp 1, ⊠39 xyxy=(842,735,1053,751)
directory-entry: — Wwe., C. W. M., ☎ VIII, 7391, Isestr. 3 xyxy=(1165,750,1394,766)
directory-entry: Rethfeld, J., Brothdlg., Friesenstr. 30 xyxy=(1165,856,1358,872)
directory-entry: — Wwe., E., Wiesenstr. 49, ⊠19 xyxy=(1165,1114,1337,1130)
directory-entry: — Wilh., Autofuhrw., Gärtnerstr. 95, ⊠30 xyxy=(201,1068,420,1084)
prev-page-fragment: str.8 xyxy=(2,2237,26,2252)
directory-entry: — O. A. W., Schrifts., Stresowstr. 93 xyxy=(521,462,712,478)
directory-entry: — P., Briefträger, Rumpffsweg 45, ⊠26 xyxy=(521,644,729,660)
directory-entry: — Wwe., Martha, im Tale 20, ⊠20 xyxy=(1165,962,1348,978)
directory-entry: Retschko, Frl. Lydia, Lehrerin, Chrysanderstr. 8, ⊠31 xyxy=(1165,1417,1444,1433)
prev-page-fragment: ⊠25 xyxy=(2,87,28,102)
prev-page-fragment: oben, xyxy=(2,482,33,497)
directory-entry: Repsold, A., Schlachter, Prätoriusweg 14 xyxy=(521,1068,734,1084)
directory-entry: — P., Tischler, Alsterdorferstr. 46, H.1 xyxy=(521,1554,720,1570)
directory-entry: — W., Marthastr. 35, H.1, ⊠19 xyxy=(201,1038,364,1054)
directory-entry: ⊙ Carl L. Repsold, IR, Handelsvertreter, BCto: Deutsche B. Fil. Hbg., Bet: a. Kandelaber, Rödingsmarkt 24, ⊠11, Inh: Wilh. Kubel xyxy=(521,1144,834,1191)
